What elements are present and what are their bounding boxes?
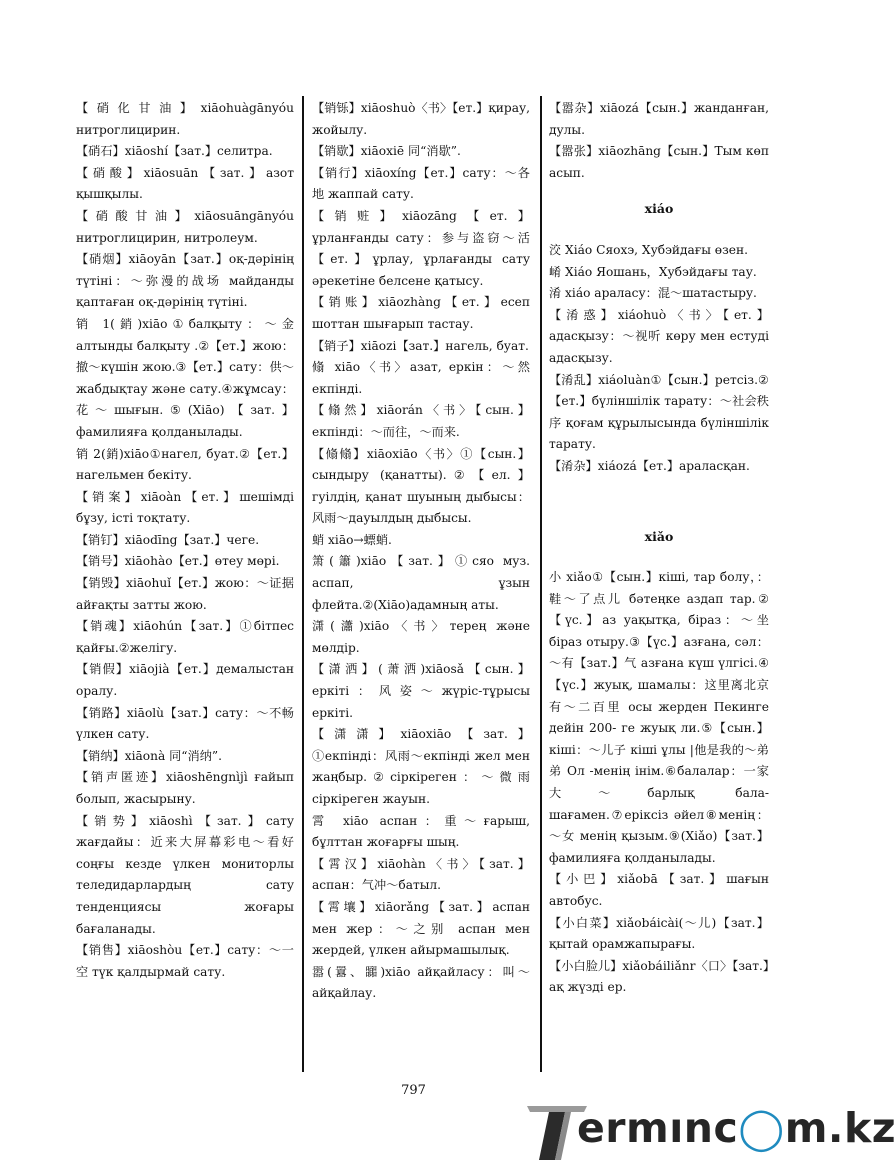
section-heading: xiáo xyxy=(644,201,674,217)
dictionary-entry: 【硝酸甘油】xiāosuāngānyóu нитроглицирин, нитролеум. xyxy=(76,208,294,245)
dictionary-entry: 【小巴】xiǎobā【зат.】шағын автобус. xyxy=(549,872,769,908)
dictionary-entry: 【销案】xiāoàn【ет.】шешімді бұзу, істі тоқтату. xyxy=(76,489,294,526)
dictionary-entry: 【嚣杂】xiāozá【сын.】жанданған, дулы. xyxy=(549,101,769,137)
dictionary-column-3 xyxy=(549,98,769,999)
dictionary-entry: 【硝石】xiāoshí【зат.】селитра. xyxy=(76,144,273,159)
dictionary-entry: 【销魂】xiāohún【зат.】①бітпес қайғы.②желігу. xyxy=(76,619,294,655)
dictionary-entry: 蛸 xiāo→螵蛸. xyxy=(312,532,392,547)
dictionary-entry: 【销售】xiāoshòu【ет.】сату：～一空 түк қалдырмай сату. xyxy=(76,943,294,979)
dictionary-entry: 【销账】xiāozhàng【ет.】есеп шоттан шығарып тастау. xyxy=(312,295,530,331)
section-gap xyxy=(549,478,769,526)
dictionary-entry: 【销赃】xiāozāng【ет.】ұрланғанды сату：参与盗窃～活【ет.】ұрлау, ұрлағанды сату әрекетіне белсене қатысу. xyxy=(312,208,530,288)
dictionary-entry: 【潇洒】(萧洒)xiāosǎ【сын.】еркіті：风姿～жүріс-тұрысы еркіті. xyxy=(312,662,530,720)
dictionary-entry: 【销子】xiāozi【зат.】нагель, буат. xyxy=(312,338,529,353)
section-heading: xiǎo xyxy=(644,528,674,544)
page-number: 797 xyxy=(401,1083,426,1098)
dictionary-entry: 洨 Xiáo Сяохэ, Хубэйдағы өзен. xyxy=(549,242,748,257)
dictionary-column-1 xyxy=(76,98,294,983)
dictionary-entry: 淆 xiáo араласу：混～шатастыру. xyxy=(549,286,757,301)
dictionary-entry: 销 2(銷)xiāo①нагел, буат.②【ет.】нагельмен бекіту. xyxy=(76,446,294,483)
section-gap xyxy=(549,184,769,198)
dictionary-entry: 【销歇】xiāoxiē 同“消歇”. xyxy=(312,144,461,159)
section-gap xyxy=(549,220,769,240)
dictionary-entry: 小 xiǎo①【сын.】кіші, тар болу，：鞋～了点儿 бәтеңке аздап тар.②【үс.】аз уақытқа, біраз：～坐 біраз отыру.③【үс.】азғана, сәл：～有【зат.】气 азғана күш үлгісі.④【үс.】жуық, шамалы：这里离北京有～二百里 осы жерден Пекинге дейін 200- ге жуық ли.⑤【сын.】кіші：～儿子 кіші ұлы |他是我的～弟弟 Ол -менің інім.⑥балалар：一家大～барлық бала-шағамен.⑦еріксіз әйел⑧менің：～女 менің қызым.⑨(Xiǎo)【зат.】фамилияға қолданылады. xyxy=(549,570,769,865)
dictionary-entry: 【销毁】xiāohuǐ【ет.】жою：～证据 айғақты затты жою. xyxy=(76,576,294,612)
dictionary-entry: 箫(簫)xiāo【зат.】①сяо муз. аспап, ұзын флейта.②(Xiāo)адамның аты. xyxy=(312,554,530,612)
column-divider xyxy=(540,96,542,1072)
dictionary-entry: 【霄汉】xiāohàn〈书〉【зат.】аспан：气冲～батыл. xyxy=(312,856,530,893)
dictionary-entry: 【硝烟】xiāoyān【зат.】оқ-дәрінің түтіні：～弥漫的战场 майданды қаптаған оқ-дәрінің түтіні. xyxy=(76,252,294,310)
dictionary-entry: 【销声匿迹】xiāoshēngnìjì ғайып болып, жасырыну. xyxy=(76,770,294,806)
dictionary-column-2 xyxy=(312,98,530,1005)
terminology-logo xyxy=(525,1100,896,1164)
dictionary-entry: 【硝化甘油】xiāohuàgānyóu нитроглицирин. xyxy=(76,101,294,137)
column-divider xyxy=(302,96,304,1072)
dictionary-entry: 【淆惑】xiáohuò〈书〉【ет.】адасқызу：～视听 көру мен естуді адасқызу. xyxy=(549,307,769,365)
dictionary-entry: 【销假】xiāojià【ет.】демалыстан оралу. xyxy=(76,662,294,699)
dictionary-entry: 【霄壤】xiāorǎng【зат.】аспан мен жер：～之别 аспан мен жердей, үлкен айырмашылық. xyxy=(312,899,530,958)
dictionary-entry: 翛 xiāo〈书〉азат, еркін：～然 екпінді. xyxy=(312,360,530,396)
dictionary-entry: 【小白脸儿】xiǎobáiliǎnr〈口〉【зат.】ақ жүзді ер. xyxy=(549,958,769,995)
dictionary-entry: 【嚣张】xiāozhāng【сын.】Тым көп асып. xyxy=(549,144,769,180)
section-gap xyxy=(549,547,769,567)
dictionary-entry: 销 1(銷)xiāo①балқыту：～金 алтынды балқыту .②【ет.】жою：撤～күшін жою.③【ет.】сату：供～жабдықтау және сату.④жұмсау：花～шығын.⑤(Xiāo)【зат.】фамилияға қолданылады. xyxy=(76,316,294,439)
dictionary-entry: 【硝酸】xiāosuān【зат.】азот қышқылы. xyxy=(76,165,294,202)
dictionary-entry: 【销纳】xiāonà 同“消纳”. xyxy=(76,748,223,763)
dictionary-entry: 【销钉】xiāodīng【зат.】чеге. xyxy=(76,532,260,547)
dictionary-entry: 崤 Xiáo Яошань，Хубэйдағы тау. xyxy=(549,264,757,279)
dictionary-entry: 【潇潇】xiāoxiāo【зат.】①екпінді：风雨～екпінді жел мен жаңбыр.②сіркіреген：～微雨 сіркіреген жауын. xyxy=(312,727,530,806)
logo-wordmark: ermınc◯m.kz xyxy=(577,1104,896,1152)
dictionary-entry: 【小白菜】xiǎobáicài(～儿)【зат.】қытай орамжапырағы. xyxy=(549,915,769,952)
dictionary-entry: 【销行】xiāoxíng【ет.】сату：～各地 жаппай сату. xyxy=(312,165,530,202)
dictionary-entry: 【翛然】xiāorán〈书〉【сын.】екпінді：～而往，～而来. xyxy=(312,403,530,439)
logo-ring-o: ◯ xyxy=(738,1104,785,1152)
dictionary-entry: 【翛翛】xiāoxiāo〈书〉①【сын.】сындыру (қанатты).②【ел.】гуілдің, қанат шуының дыбысы：风雨～дауылдың дыбысы. xyxy=(312,446,530,526)
dictionary-entry: 潇(瀟)xiāo〈书〉терең және мөлдір. xyxy=(312,619,530,655)
dictionary-entry: 【销铄】xiāoshuò〈书〉【ет.】қирау, жойылу. xyxy=(312,101,530,137)
dictionary-entry: 【销路】xiāolù【зат.】сату：～不畅 үлкен сату. xyxy=(76,705,294,742)
dictionary-entry: 嚣(囂、嚻)xiāo айқайласу：叫～айқайлау. xyxy=(312,964,530,1001)
dictionary-entry: 【淆杂】xiáozá【ет.】араласқан. xyxy=(549,458,750,473)
dictionary-entry: 【淆乱】xiáoluàn①【сын.】ретсіз.②【ет.】бүліншілік тарату：～社会秩序 қоғам құрылысында бүліншілік тарату. xyxy=(549,372,769,452)
dictionary-entry: 【销号】xiāohào【ет.】өтеу мөрі. xyxy=(76,554,280,569)
dictionary-entry: 霄 xiāo аспан：重～ғарыш, бұлттан жоғарғы шың. xyxy=(312,813,530,850)
dictionary-entry: 【销势】xiāoshì【зат.】сату жағдайы：近来大屏幕彩电～看好 соңғы кезде үлкен мониторлы теледидарлардың сату тенденциясы жоғары бағаланады. xyxy=(76,813,294,936)
